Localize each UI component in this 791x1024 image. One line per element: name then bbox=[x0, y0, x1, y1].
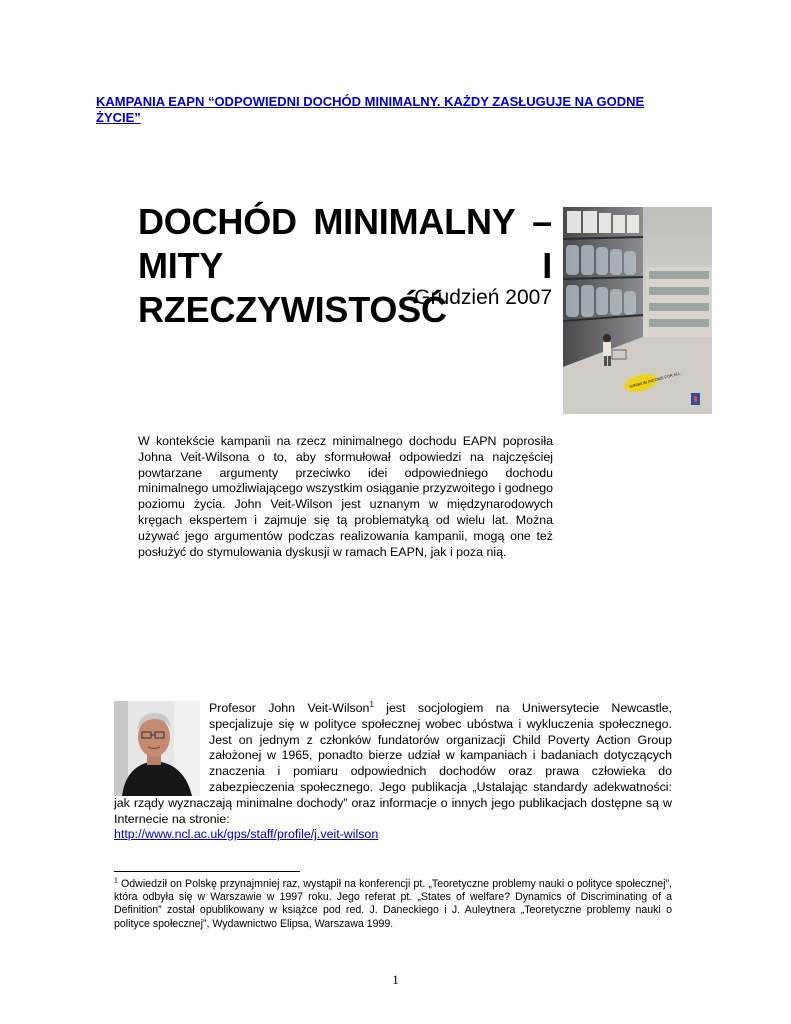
bio-intro: Profesor John Veit-Wilson bbox=[209, 701, 370, 715]
campaign-title-link[interactable]: KAMPANIA EAPN “ODPOWIEDNI DOCHÓD MINIMALNY. KAŻDY ZASŁUGUJE NA GODNE ŻYCIE” bbox=[96, 94, 645, 125]
footnote-1 bbox=[114, 878, 672, 931]
cover-sign-text: MINIMUM INCOME FOR ALL bbox=[628, 370, 682, 390]
title-word-2: MINIMALNY bbox=[313, 201, 516, 242]
document-title bbox=[138, 200, 552, 332]
page-number: 1 bbox=[392, 972, 399, 987]
portrait-spacer bbox=[114, 701, 209, 795]
document-date: Grudzień 2007 bbox=[414, 286, 552, 309]
title-line-2: MITY I RZECZYWISTOŚĆ bbox=[138, 245, 552, 330]
cover-photo bbox=[563, 207, 712, 414]
footnote-marker: 1 bbox=[114, 877, 118, 885]
title-dash: – bbox=[532, 201, 552, 242]
author-profile-link[interactable]: http://www.ncl.ac.uk/gps/staff/profile/j.veit-wilson bbox=[114, 827, 379, 842]
bio-body: jest socjologiem na Uniwersytecie Newcastle, specjalizuje się w polityce społecznej wobec ubóstwa i wykluczenia społecznego. Jest on jednym z członków fundatorów organizacji Child Poverty Action Group założonej w 1965, ponadto bierze udział w kampaniach i badaniach dotyczących znaczenia i pomiaru odpowiednich dochodów oraz prawa człowieka do zabezpieczenia społecznego. Jego publikacja „Ustalając standardy adekwatności: jak rządy wyznaczają minimalne dochody” oraz informacje o innych jego publikacjach dostępne są w Internecie na stronie: bbox=[114, 701, 672, 826]
title-word-1: DOCHÓD bbox=[138, 201, 297, 242]
supermarket-child-image bbox=[563, 207, 712, 414]
author-bio bbox=[114, 701, 672, 843]
footnote-reference[interactable]: 1 bbox=[369, 699, 374, 709]
title-line-1 bbox=[138, 200, 552, 244]
intro-paragraph: W kontekście kampanii na rzecz minimalnego dochodu EAPN poprosiła Johna Veit-Wilsona o to, aby sformułował odpowiedzi na najczęściej powtarzane argumenty przeciwko idei odpowiedniego dochodu minimalnego umożliwiającego wszystkim osiąganie przyzwoitego i godnego poziomu życia. John Veit-Wilson jest uznanym w międzynarodowych kręgach ekspertem i zajmuje się tą problematyką od wielu lat. Można używać jego argumentów podczas realizowania kampanii, mogą one też posłużyć do stymulowania dyskusji w ramach EAPN, jak i poza nią. bbox=[138, 434, 553, 559]
footnote-separator bbox=[114, 871, 300, 872]
footnote-text: Odwiedził on Polskę przynajmniej raz, wystąpił na konferencji pt. „Teoretyczne problemy nauki o polityce społecznej”, która odbyła się w Warszawie w 1997 roku. Jego referat pt. „States of welfare? Dynamics of Discriminating of a Definition” został opublikowany w książce pod red. J. Daneckiego i J. Auleytnera „Teoretyczne problemy nauki o polityce społecznej”, Wydawnictwo Elipsa, Warszawa 1999. bbox=[114, 878, 672, 930]
